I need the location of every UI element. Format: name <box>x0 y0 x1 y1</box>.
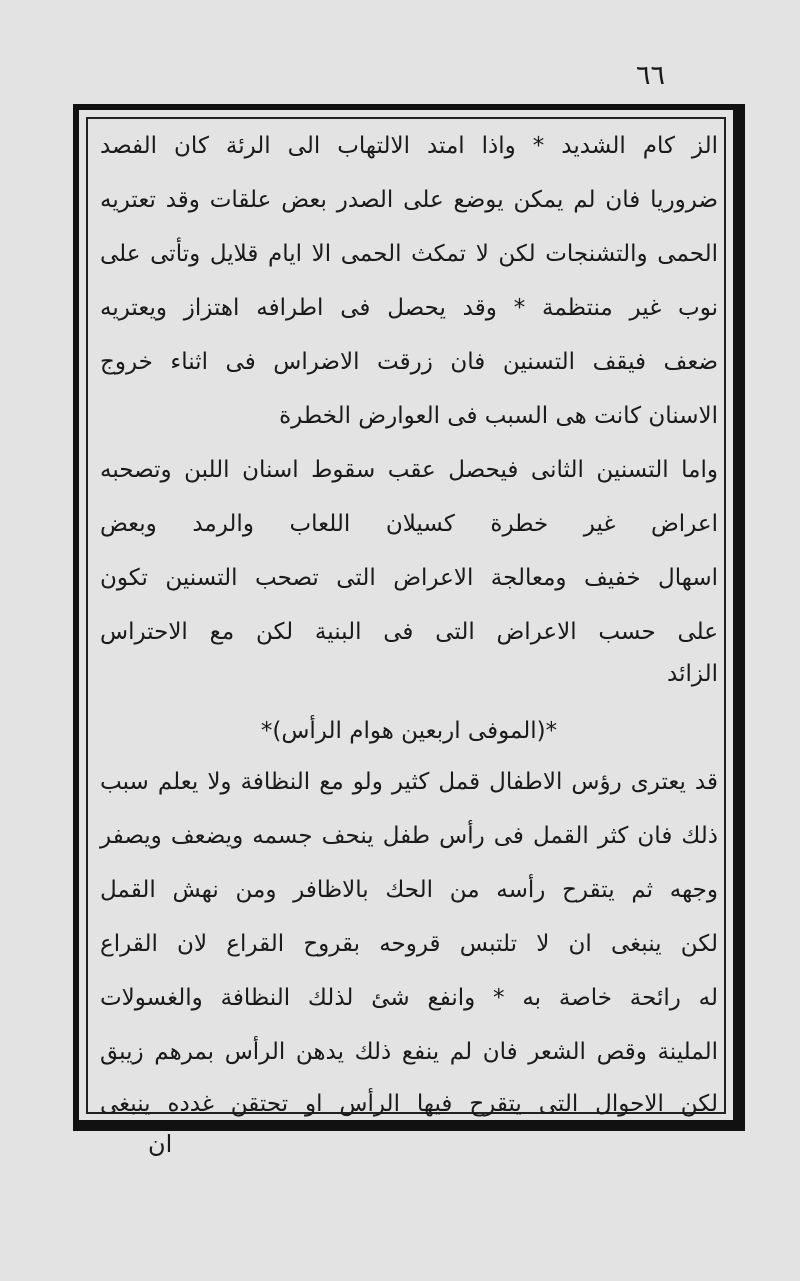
text-line-13: قد يعترى رؤس الاطفال قمل كثير ولو مع النظافة ولا يعلم سبب <box>100 769 718 795</box>
text-line-8: اعراض غير خطرة كسيلان اللعاب والرمد وبعض <box>100 511 718 537</box>
text-line-15: وجهه ثم يتقرح رأسه من الحك بالاظافر ومن نهش القمل <box>100 877 718 903</box>
text-line-19: لكن الاحوال التى يتقرح فيها الرأس او تحتقن غدده ينبغى <box>100 1091 718 1117</box>
text-line-7: واما التسنين الثانى فيحصل عقب سقوط اسنان اللبن وتصحبه <box>100 457 718 483</box>
text-line-4: نوب غير منتظمة * وقد يحصل فى اطرافه اهتزاز ويعتريه <box>100 295 718 321</box>
text-line-3: الحمى والتشنجات لكن لا تمكث الحمى الا ايام قلايل وتأتى على <box>100 241 718 267</box>
text-line-6: الاسنان كانت هى السبب فى العوارض الخطرة <box>279 403 718 429</box>
text-line-14: ذلك فان كثر القمل فى رأس طفل ينحف جسمه ويضعف ويصفر <box>100 823 718 849</box>
text-line-1: الز كام الشديد * واذا امتد الالتهاب الى الرئة كان الفصد <box>100 133 718 159</box>
text-line-17: له رائحة خاصة به * وانفع شئ لذلك النظافة والغسولات <box>100 985 718 1011</box>
page-number: ٦٦ <box>636 60 666 91</box>
text-line-10: على حسب الاعراض التى فى البنية لكن مع الاحتراس <box>100 619 718 645</box>
text-line-5: ضعف فيقف التسنين فان زرقت الاضراس فى اثناء خروج <box>100 349 718 375</box>
section-heading: *(الموفى اربعين هوام الرأس)* <box>260 718 558 744</box>
text-line-18: الملينة وقص الشعر فان لم ينفع ذلك يدهن الرأس بمرهم زيبق <box>100 1039 718 1065</box>
text-line-2: ضروريا فان لم يمكن يوضع على الصدر بعض علقات وقد تعتريه <box>100 187 718 213</box>
text-line-9: اسهال خفيف ومعالجة الاعراض التى تصحب التسنين تكون <box>100 565 718 591</box>
text-line-11: الزائد <box>667 661 718 687</box>
catchword: ان <box>148 1130 173 1158</box>
text-line-16: لكن ينبغى ان لا تلتبس قروحه بقروح القراع لان القراع <box>100 931 718 957</box>
